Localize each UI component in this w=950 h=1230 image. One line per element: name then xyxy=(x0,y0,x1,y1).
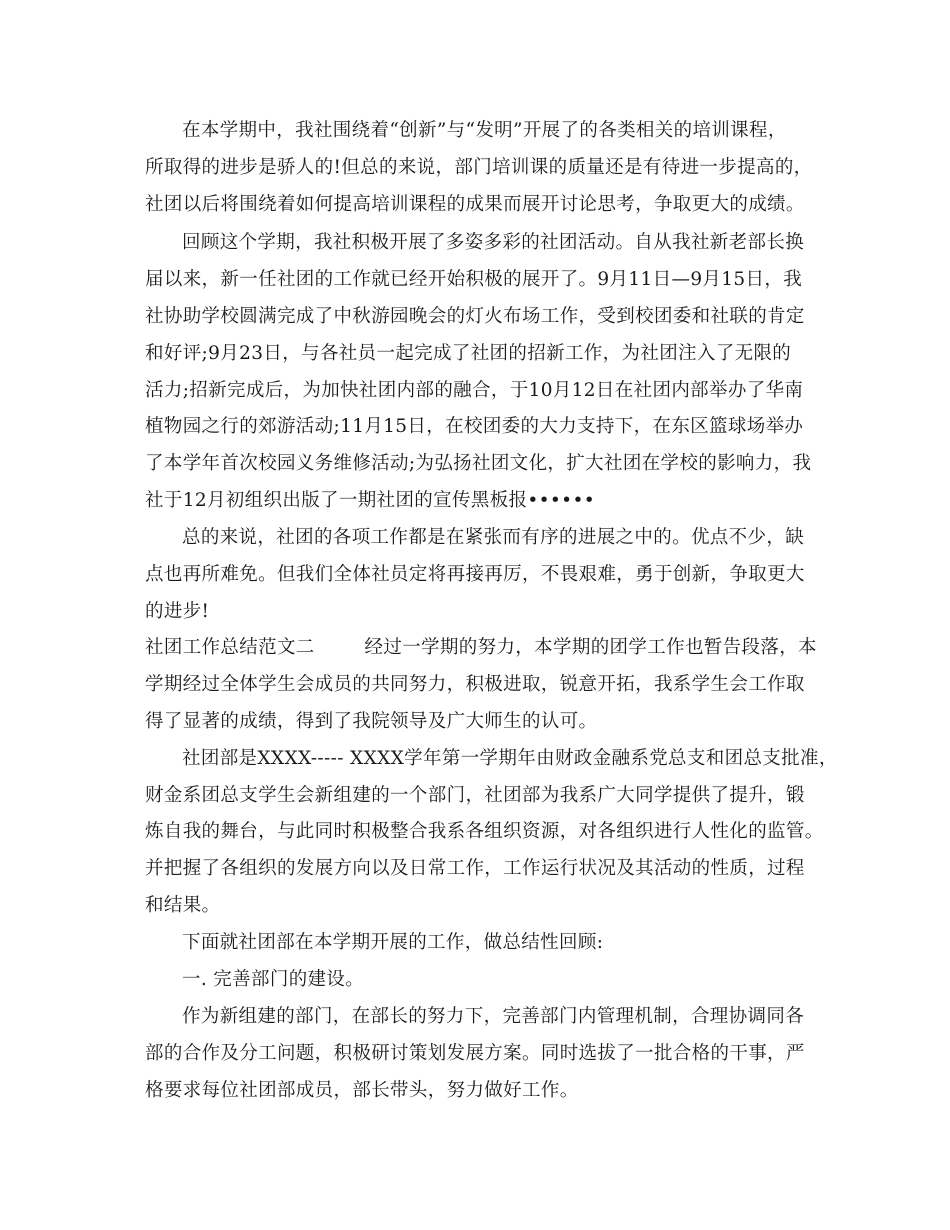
text-line: 财金系团总支学生会新组建的一个部门，社团部为我系广大同学提供了提升，锻 xyxy=(145,785,805,806)
text-line: 回顾这个学期，我社积极开展了多姿多彩的社团活动。自从我社新老部长换 xyxy=(182,232,805,253)
text-line: 得了显著的成绩，得到了我院领导及广大师生的认可。 xyxy=(145,711,598,732)
text-line: 的进步! xyxy=(145,601,210,622)
text-line: 了本学年首次校园义务维修活动;为弘扬社团文化，扩大社团在学校的影响力，我 xyxy=(145,453,812,474)
text-line: 总的来说，社团的各项工作都是在紧张而有序的进展之中的。优点不少，缺 xyxy=(182,527,805,548)
text-line: 和好评;9月23日，与各社员一起完成了社团的招新工作，为社团注入了无限的 xyxy=(145,343,792,364)
text-line: 届以来，新一任社团的工作就已经开始积极的展开了。9月11日—9月15日，我 xyxy=(145,269,803,290)
text-line: 所取得的进步是骄人的!但总的来说，部门培训课的质量还是有待进一步提高的， xyxy=(145,157,813,178)
text-line: 学期经过全体学生会成员的共同努力，积极进取，锐意开拓，我系学生会工作取 xyxy=(145,674,805,695)
list-heading: 一. 完善部门的建设。 xyxy=(182,969,365,990)
text-line: 植物园之行的郊游活动;11月15日，在校团委的大力支持下，在东区篮球场举办 xyxy=(145,416,804,437)
text-line: 活力;招新完成后，为加快社团内部的融合，于10月12日在社团内部举办了华南 xyxy=(145,380,804,401)
text-line: 部的合作及分工问题，积极研讨策划发展方案。同时选拔了一批合格的干事，严 xyxy=(145,1043,805,1064)
text-line: 社于12月初组织出版了一期社团的宣传黑板报•••••• xyxy=(145,490,595,511)
text-line: 并把握了各组织的发展方向以及日常工作，工作运行状况及其活动的性质，过程 xyxy=(145,858,805,879)
text-line: 社团部是XXXX----- XXXX学年第一学期年由财政金融系党总支和团总支批准， xyxy=(182,748,838,769)
text-line: 作为新组建的部门，在部长的努力下，完善部门内管理机制，合理协调同各 xyxy=(182,1006,805,1027)
text-line: 格要求每位社团部成员，部长带头，努力做好工作。 xyxy=(145,1080,579,1101)
text-line: 社团以后将围绕着如何提高培训课程的成果而展开讨论思考，争取更大的成绩。 xyxy=(145,194,805,215)
text-line: 社协助学校圆满完成了中秋游园晚会的灯火布场工作，受到校团委和社联的肯定 xyxy=(145,306,805,327)
text-line: 在本学期中，我社围绕着“创新”与“发明”开展了的各类相关的培训课程， xyxy=(182,120,787,141)
text-line: 点也再所难免。但我们全体社员定将再接再厉，不畏艰难，勇于创新，争取更大 xyxy=(145,564,805,585)
text-line: 下面就社团部在本学期开展的工作，做总结性回顾: xyxy=(182,932,604,953)
text-line: 和结果。 xyxy=(145,895,221,916)
section-heading-line: 社团工作总结范文二 经过一学期的努力，本学期的团学工作也暂告段落，本 xyxy=(145,637,817,658)
text-line: 炼自我的舞台，与此同时积极整合我系各组织资源，对各组织进行人性化的监管。 xyxy=(145,821,824,842)
